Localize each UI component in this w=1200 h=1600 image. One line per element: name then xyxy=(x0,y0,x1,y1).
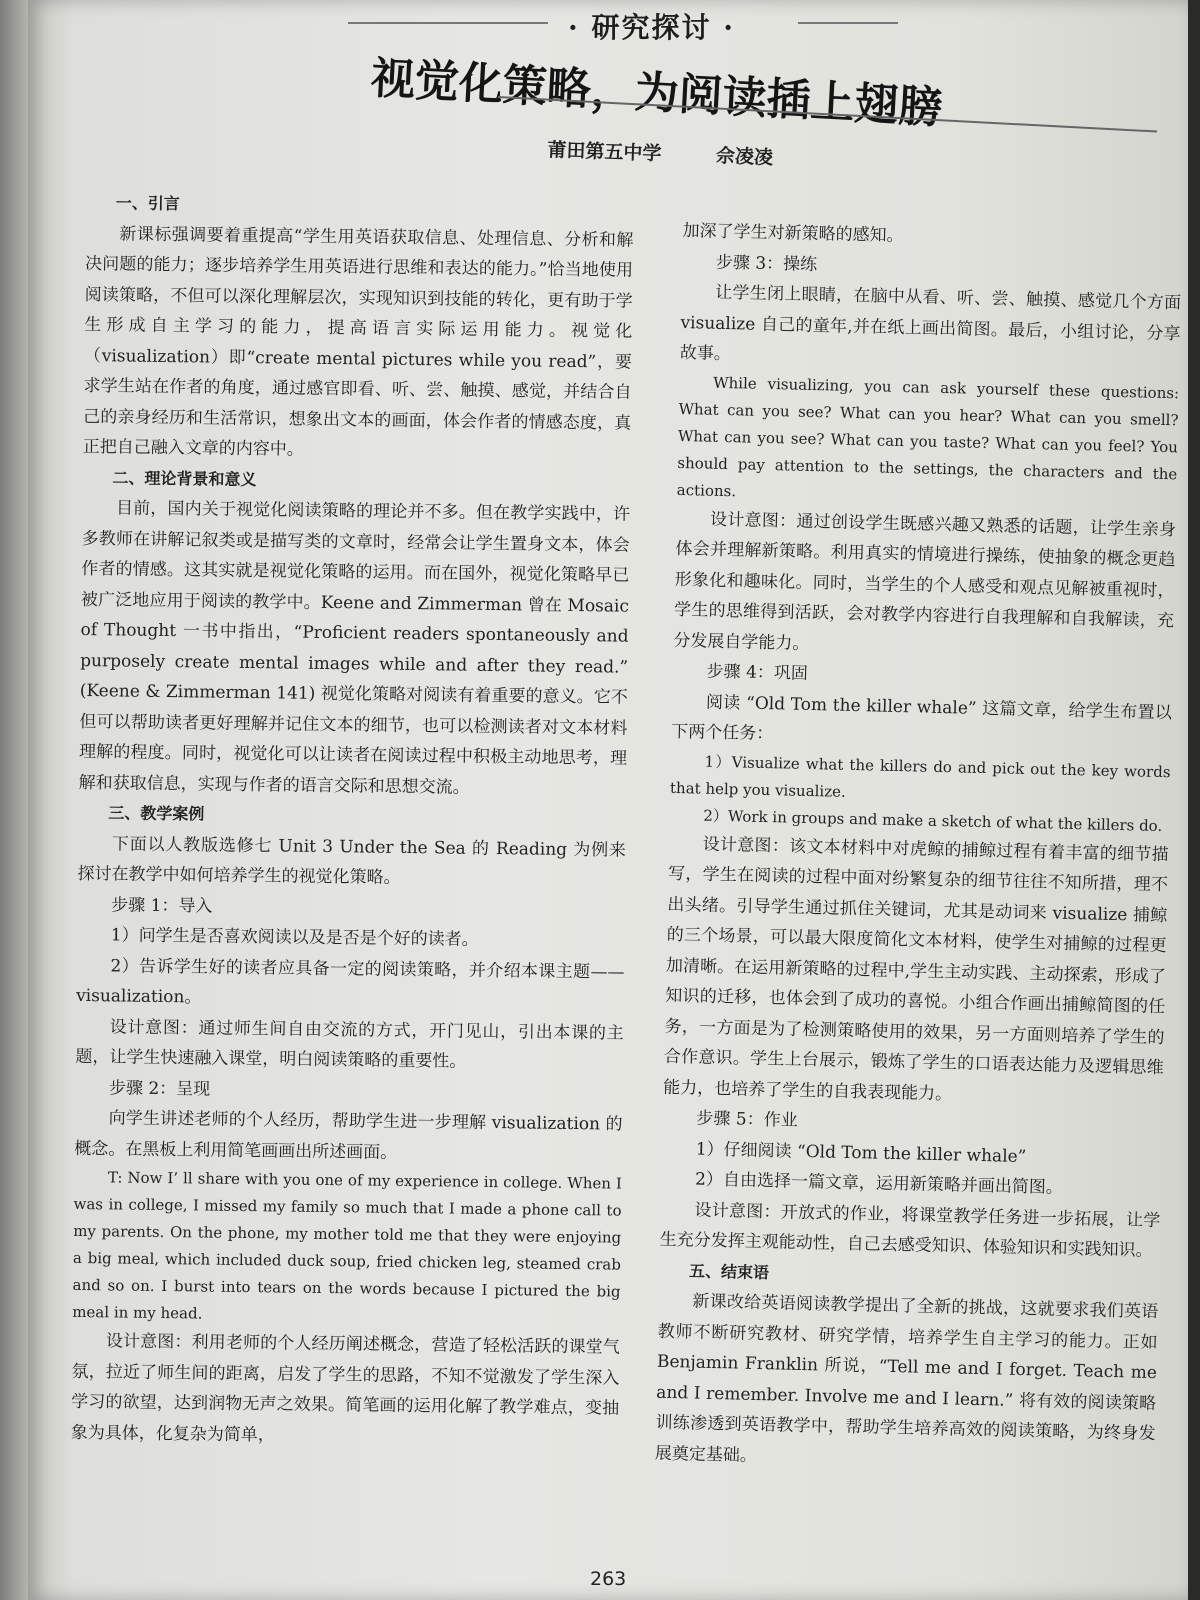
author-name: 佘凌凌 xyxy=(715,144,774,169)
body-paragraph: 步骤 3：操练 xyxy=(715,252,818,275)
tag-rule-left xyxy=(348,22,548,24)
tag-rule-right xyxy=(798,22,898,24)
body-paragraph: 步骤 1：导入 xyxy=(111,894,213,917)
body-paragraph: 步骤 4：巩固 xyxy=(706,661,809,684)
body-paragraph: 设计意图：通过师生间自由交流的方式，开门见山，引出本课的主题，让学生快速融入课堂，明白阅读策略的重要性。 xyxy=(75,1016,624,1072)
article-title: 视觉化策略，为阅读插上翅膀 xyxy=(369,52,944,134)
section-tag: · 研究探讨 · xyxy=(568,11,735,44)
english-passage: T: Now I’ ll share with you one of my experience in college. When I was in college, I missed my family so much that I made a phone call to my parents. On the phone, my mother told me that they were enjoying a big meal, which included duck soup, fried chicken leg, steamed crab and so on. I burst into tears on the words because I pictured the big meal in my head. xyxy=(72,1168,622,1323)
author-line xyxy=(547,135,821,172)
right-column xyxy=(655,216,1183,1480)
body-paragraph: 新课改给英语阅读教学提出了全新的挑战，这就要求我们英语教师不断研究教材、研究学情，培养学生自主学习的能力。正如 Benjamin Franklin 所说，“Tell me and I forget. Teach me and I remember. Involve me and I learn.” 将有效的阅读策略训练渗透到英语教学中，帮助学生培养高效的阅读策略，为终身发展奠定基础。 xyxy=(654,1291,1159,1466)
body-paragraph: 设计意图：利用老师的个人经历阐述概念，营造了轻松活跃的课堂气氛，拉近了师生间的距离，启发了学生的思路，不知不觉激发了学生深入学习的欲望，达到润物无声之效果。简笔画的运用化解了教学难点，变抽象为具体，化复杂为简单， xyxy=(70,1331,620,1445)
body-paragraph: 新课标强调要着重提高“学生用英语获取信息、处理信息、分析和解决问题的能力；逐步培养学生用英语进行思维和表达的能力。”恰当地使用阅读策略，不但可以深化理解层次，实现知识到技能的转化，更有助于学生形成自主学习的能力，提高语言实际运用能力。视觉化（visualization）即“create mental pictures while you read”，要求学生站在作者的角度，通过感官即看、听、尝、触摸、感觉，并结合自己的亲身经历和生活常识，想象出文本的画面，体会作者的情感态度，真正把自己融入文章的内容中。 xyxy=(82,223,634,460)
body-paragraph: 设计意图：通过创设学生既感兴趣又熟悉的话题，让学生亲身体会并理解新策略。利用真实的情境进行操练，使抽象的概念更趋形象化和趣味化。同时，当学生的个人感受和观点见解被重视时，学生的思维得到活跃，会对教学内容进行自我理解和自我解读，充分发展自学能力。 xyxy=(673,509,1177,654)
body-paragraph: 阅读 “Old Tom the killer whale” 这篇文章，给学生布置以下两个任务： xyxy=(671,692,1173,745)
body-paragraph: 步骤 2：呈现 xyxy=(108,1077,211,1100)
section-heading: 五、结束语 xyxy=(688,1260,770,1282)
page-number: 263 xyxy=(590,1568,627,1590)
section-heading: 一、引言 xyxy=(115,193,180,214)
english-passage: 2）Work in groups and make a sketch of what the killers do. xyxy=(703,806,1163,835)
body-paragraph: 设计意图：开放式的作业，将课堂教学任务进一步拓展，让学生充分发挥主观能动性，自己去感受知识、体验知识和实践知识。 xyxy=(659,1200,1161,1261)
body-paragraph: 1）仔细阅读 “Old Tom the killer whale” xyxy=(695,1139,1027,1167)
body-paragraph: 让学生闭上眼睛，在脑中从看、听、尝、触摸、感觉几个方面 visualize 自己的童年,并在纸上画出简图。最后，小组讨论，分享故事。 xyxy=(679,282,1182,365)
author-school: 莆田第五中学 xyxy=(547,138,662,165)
section-heading: 二、理论背景和意义 xyxy=(112,467,257,489)
journal-page xyxy=(28,0,1188,1600)
left-column xyxy=(71,188,634,1455)
section-heading: 三、教学案例 xyxy=(108,803,205,824)
book-spine xyxy=(0,0,28,1600)
body-paragraph: 向学生讲述老师的个人经历，帮助学生进一步理解 visualization 的概念。在黑板上利用简笔画画出所述画面。 xyxy=(74,1108,623,1163)
body-paragraph: 目前，国内关于视觉化阅读策略的理论并不多。但在教学实践中，许多教师在讲解记叙类或是描写类的文章时，经常会让学生置身文本，体会作者的情感。这其实就是视觉化策略的运用。而在国外，视觉化策略早已被广泛地应用于阅读的教学中。Keene and Zimmerman 曾在 Mosaic of Thought 一书中指出，“Proficient readers spontaneously and purposely create mental images while and after they read.” (Keene & Zimmerman 141) 视觉化策略对阅读有着重要的意义。它不但可以帮助读者更好理解并记住文本的细节，也可以检测读者对文本材料理解的程度。同时，视觉化可以让读者在阅读过程中积极主动地思考，理解和获取信息，实现与作者的语言交际和思想交流。 xyxy=(78,498,631,798)
body-paragraph: 2）告诉学生好的读者应具备一定的阅读策略，并介绍本课主题——visualization。 xyxy=(76,955,625,1008)
body-paragraph: 2）自由选择一篇文章，运用新策略并画出简图。 xyxy=(694,1169,1064,1198)
body-paragraph: 下面以人教版选修七 Unit 3 Under the Sea 的 Reading 为例来探讨在教学中如何培养学生的视觉化策略。 xyxy=(77,833,627,888)
body-paragraph: 设计意图：该文本材料中对虎鲸的捕鲸过程有着丰富的细节描写，学生在阅读的过程中面对纷繁复杂的细节往往不知所措，理不出头绪。引导学生通过抓住关键词，尤其是动词来 visualize 捕鲸的三个场景，可以最大限度简化文本材料，使学生对捕鲸的过程更加清晰。在运用新策略的过程中,学生主动实践、主动探索，形成了知识的迁移，也体会到了成功的喜悦。小组合作画出捕鲸简图的任务，一方面是为了检测策略使用的效果，另一方面则培养了学生的合作意识。学生上台展示，锻炼了学生的口语表达能力及逻辑思维能力，也培养了学生的自我表现能力。 xyxy=(663,834,1169,1104)
english-passage: While visualizing, you can ask yourself these questions: What can you see? What can you hear? What can you smell? What can you see? What can you taste? What can you feel? You should pay attention to the settings, the characters and the actions. xyxy=(676,373,1180,500)
body-paragraph: 1）问学生是否喜欢阅读以及是否是个好的读者。 xyxy=(110,925,479,950)
english-passage: 1）Visualize what the killers do and pick out the key words that help you visualize. xyxy=(669,752,1171,801)
continued-paragraph: 加深了学生对新策略的感知。 xyxy=(682,220,904,247)
body-paragraph: 步骤 5：作业 xyxy=(696,1108,798,1131)
